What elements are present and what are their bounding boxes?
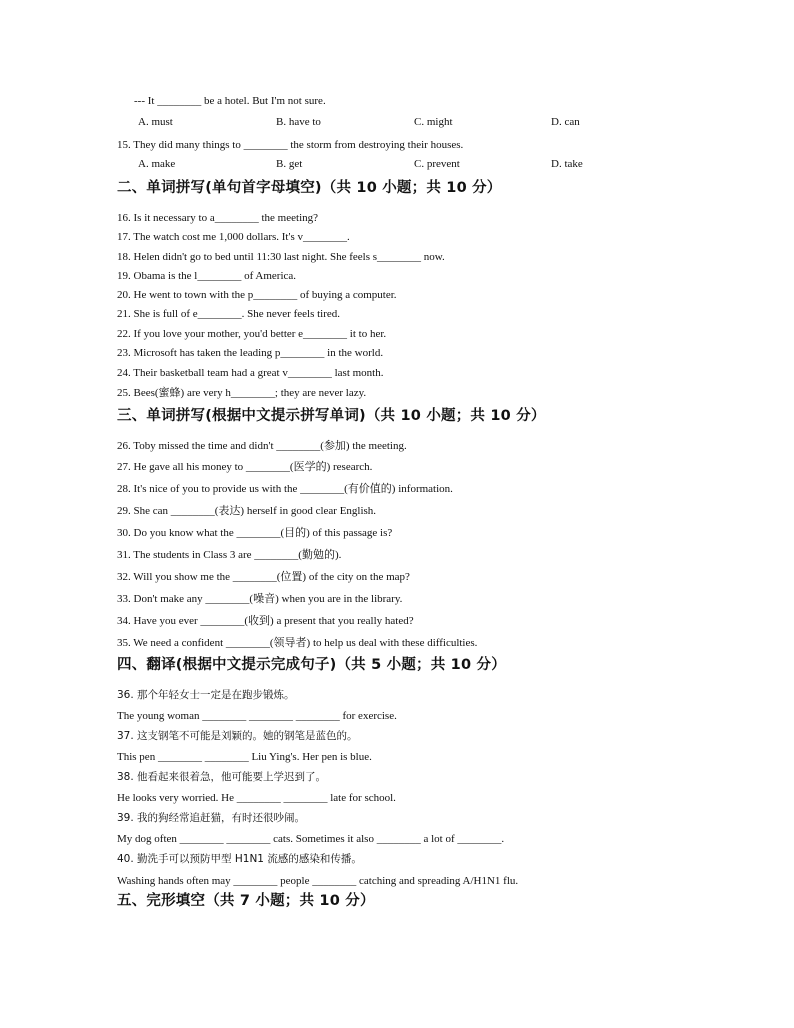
option-c: C. prevent — [414, 158, 460, 170]
question-40-chinese: 40. 勤洗手可以预防甲型 H1N1 流感的感染和传播。 — [117, 853, 362, 865]
question-26: 26. Toby missed the time and didn't ________(参加) the meeting. — [117, 440, 407, 452]
question-40-english: Washing hands often may ________ people ________ catching and spreading A/H1N1 flu. — [117, 875, 519, 887]
option-d: D. take — [551, 158, 583, 170]
option-a: A. make — [138, 158, 176, 170]
question-39-english: My dog often ________ ________ cats. Sometimes it also ________ a lot of ________. — [117, 833, 505, 845]
question-15-options — [138, 157, 598, 171]
question-35: 35. We need a confident ________(领导者) to help us deal with these difficulties. — [117, 637, 478, 649]
option-c: C. might — [414, 116, 453, 128]
question-37-chinese: 37. 这支钢笔不可能是刘颖的。她的钢笔是蓝色的。 — [117, 730, 358, 742]
option-b: B. get — [276, 158, 303, 170]
question-16: 16. Is it necessary to a________ the meeting? — [117, 212, 319, 224]
option-d: D. can — [551, 116, 580, 128]
question-19: 19. Obama is the l________ of America. — [117, 270, 297, 282]
section-2-heading: 二、单词拼写(单句首字母填空)（共 10 小题；共 10 分） — [117, 180, 502, 196]
question-22: 22. If you love your mother, you'd better e________ it to her. — [117, 328, 387, 340]
question-25: 25. Bees(蜜蜂) are very h________; they are never lazy. — [117, 387, 367, 399]
question-27: 27. He gave all his money to ________(医学的) research. — [117, 461, 373, 473]
question-28: 28. It's nice of you to provide us with the ________(有价值的) information. — [117, 483, 453, 495]
option-b: B. have to — [276, 116, 321, 128]
question-15: 15. They did many things to ________ the storm from destroying their houses. — [117, 139, 464, 151]
question-14-dialogue: --- It ________ be a hotel. But I'm not sure. — [134, 95, 326, 107]
question-24: 24. Their basketball team had a great v________ last month. — [117, 367, 384, 379]
question-39-chinese: 39. 我的狗经常追赶猫，有时还很吵闹。 — [117, 812, 306, 824]
question-38-chinese: 38. 他看起来很着急，他可能要上学迟到了。 — [117, 771, 327, 783]
question-18: 18. Helen didn't go to bed until 11:30 last night. She feels s________ now. — [117, 251, 445, 263]
question-29: 29. She can ________(表达) herself in good clear English. — [117, 505, 377, 517]
question-38-english: He looks very worried. He ________ ________ late for school. — [117, 792, 396, 804]
question-37-english: This pen ________ ________ Liu Ying's. Her pen is blue. — [117, 751, 372, 763]
question-20: 20. He went to town with the p________ of buying a computer. — [117, 289, 397, 301]
question-23: 23. Microsoft has taken the leading p________ in the world. — [117, 347, 384, 359]
question-34: 34. Have you ever ________(收到) a present that you really hated? — [117, 615, 414, 627]
question-36-english: The young woman ________ ________ ________ for exercise. — [117, 710, 397, 722]
option-a: A. must — [138, 116, 173, 128]
section-5-heading: 五、完形填空（共 7 小题；共 10 分） — [117, 893, 375, 909]
question-31: 31. The students in Class 3 are ________(勤勉的). — [117, 549, 342, 561]
question-32: 32. Will you show me the ________(位置) of the city on the map? — [117, 571, 410, 583]
question-30: 30. Do you know what the ________(目的) of this passage is? — [117, 527, 393, 539]
question-33: 33. Don't make any ________(噪音) when you are in the library. — [117, 593, 403, 605]
question-17: 17. The watch cost me 1,000 dollars. It's v________. — [117, 231, 350, 243]
question-36-chinese: 36. 那个年轻女士一定是在跑步锻炼。 — [117, 689, 295, 701]
question-14-options — [138, 115, 598, 129]
section-4-heading: 四、翻译(根据中文提示完成句子)（共 5 小题；共 10 分） — [117, 657, 506, 673]
section-3-heading: 三、单词拼写(根据中文提示拼写单词)（共 10 小题；共 10 分） — [117, 408, 546, 424]
question-21: 21. She is full of e________. She never feels tired. — [117, 308, 341, 320]
